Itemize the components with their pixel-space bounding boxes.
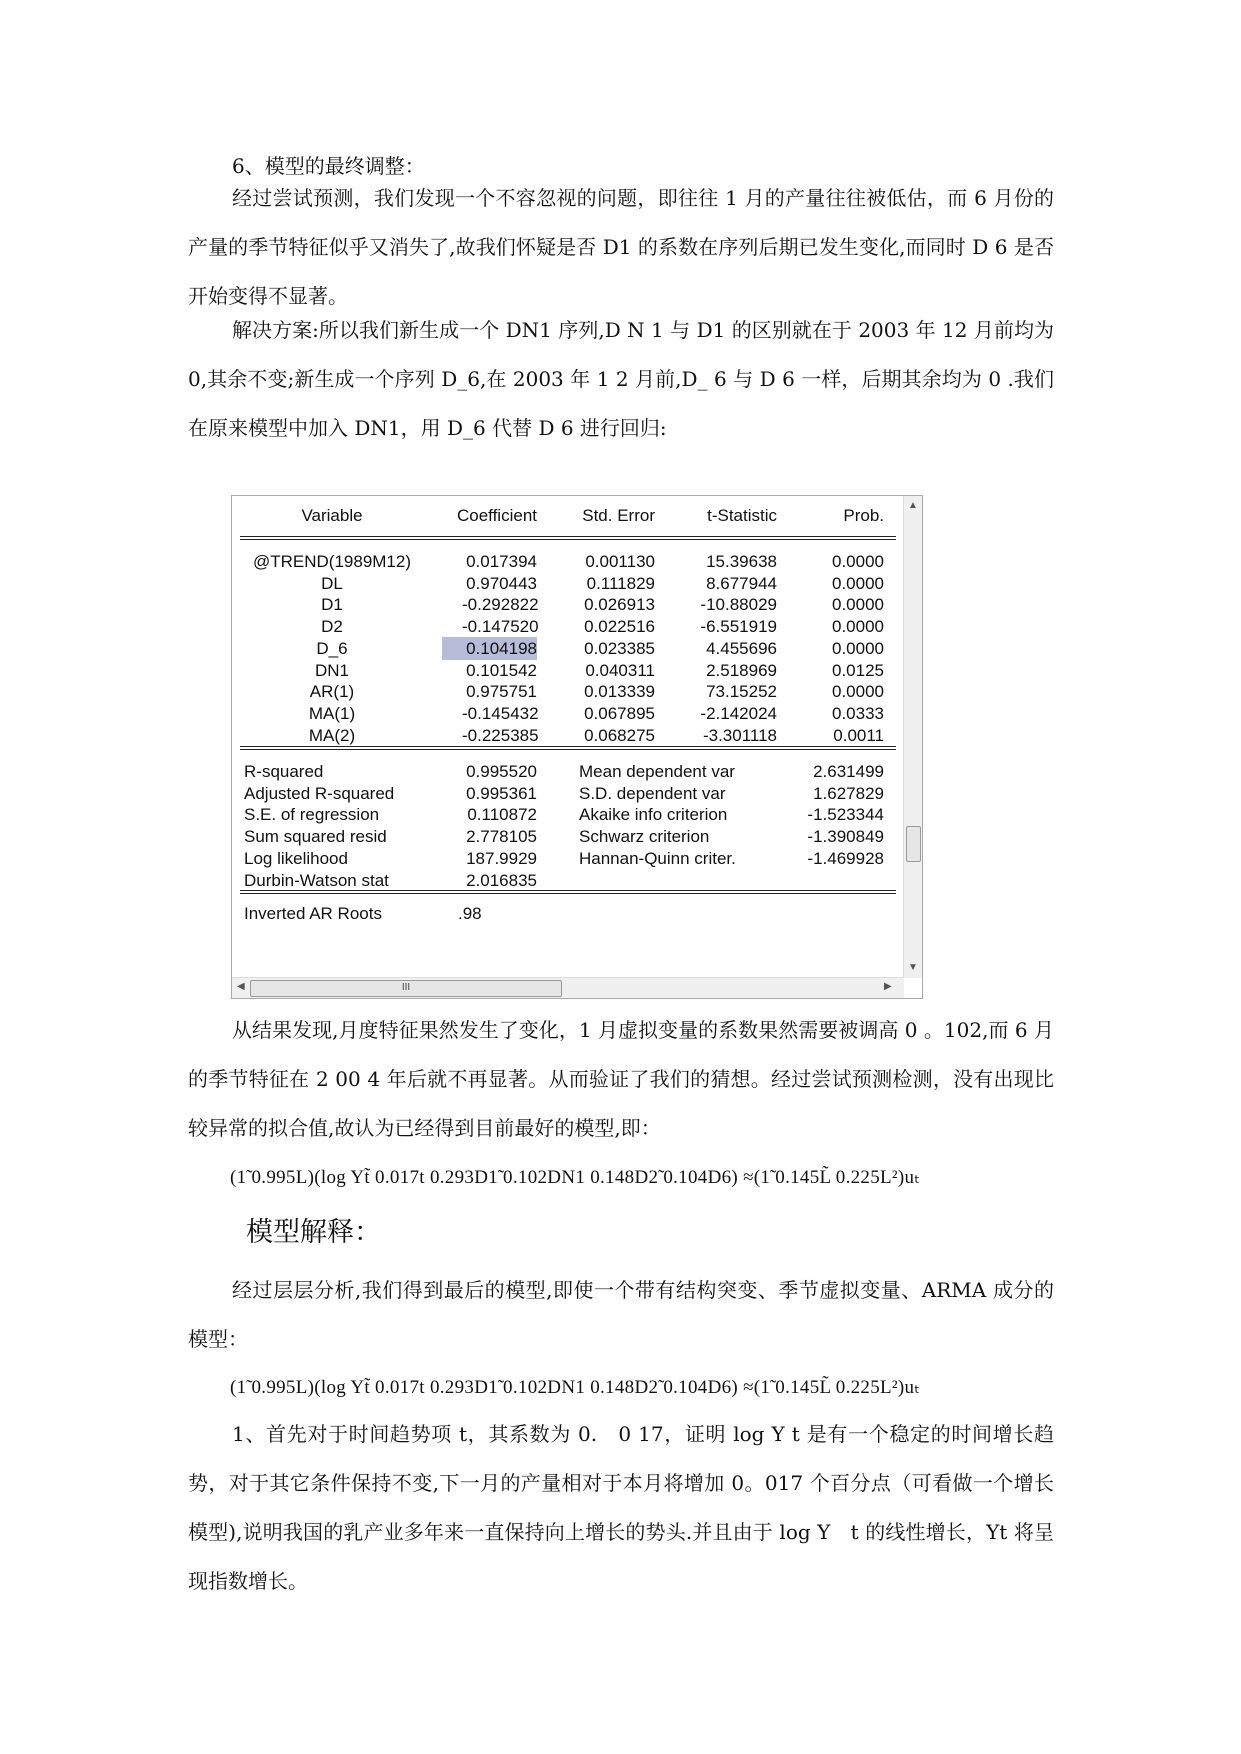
stat-label-2: Hannan-Quinn criter. (579, 848, 736, 868)
rule (240, 890, 896, 891)
coefficient-cell: -0.147520 (462, 617, 539, 637)
stat-row (232, 803, 904, 826)
stat-value-2: -1.523344 (807, 805, 884, 825)
t-statistic-cell: -2.142024 (700, 703, 777, 723)
table-row (232, 659, 904, 682)
std-error-cell: 0.068275 (584, 725, 655, 745)
coefficient-cell: 0.017394 (466, 552, 537, 571)
stat-row (232, 760, 904, 783)
stat-label-2: S.D. dependent var (579, 783, 726, 803)
regression-output-window (231, 495, 923, 999)
scroll-down-icon[interactable]: ▼ (908, 962, 918, 973)
header-variable: Variable (301, 506, 363, 525)
t-statistic-cell: 73.15252 (706, 682, 777, 702)
t-statistic-cell: 15.39638 (706, 552, 777, 571)
coefficient-cell: 0.975751 (466, 682, 537, 702)
variable-cell: D2 (321, 617, 343, 637)
stat-row (232, 847, 904, 870)
prob-cell: 0.0125 (832, 660, 884, 680)
std-error-cell: 0.067895 (584, 703, 655, 723)
coefficient-cell: 0.101542 (466, 660, 537, 680)
table-row (232, 637, 904, 660)
prob-cell: 0.0011 (833, 725, 884, 745)
table-row (232, 680, 904, 703)
table-row (232, 593, 904, 616)
prob-cell: 0.0000 (832, 552, 884, 571)
scroll-right-icon[interactable]: ▶ (884, 981, 892, 992)
rule (240, 893, 896, 894)
t-statistic-cell: -10.88029 (700, 595, 777, 615)
std-error-cell: 0.040311 (585, 660, 655, 680)
variable-cell: MA(2) (308, 725, 356, 745)
variable-cell: @TREND(1989M12) (252, 552, 412, 571)
stat-value-2: -1.469928 (807, 848, 884, 868)
coefficient-cell: -0.292822 (462, 595, 539, 615)
rule (240, 536, 896, 537)
stat-value: 0.995520 (466, 762, 537, 781)
table-row (232, 724, 904, 747)
stat-value: 0.995361 (466, 783, 537, 803)
prob-cell: 0.0000 (832, 595, 884, 615)
vertical-scroll-thumb[interactable] (906, 826, 921, 862)
table-row (232, 702, 904, 725)
variable-cell: D_6 (316, 638, 348, 658)
header-t-statistic: t-Statistic (707, 506, 777, 525)
std-error-cell: 0.022516 (584, 617, 655, 637)
prob-cell: 0.0000 (832, 638, 884, 658)
model-formula-2: (1̃ 0.995L)(log Yt̃ 0.017t 0.293D1̃ 0.102DN1 0.148D2̃ 0.104D6) ≈(1̃ 0.145L̃ 0.225L²)uₜ (230, 1377, 921, 1398)
coefficient-cell: -0.145432 (462, 703, 539, 723)
stat-label-2: Mean dependent var (579, 762, 735, 781)
stat-row (232, 869, 904, 892)
paragraph-model: 经过层层分析,我们得到最后的模型,即使一个带有结构突变、季节虚拟变量、ARMA 成分的模型： (188, 1278, 1054, 1351)
table-row (232, 572, 904, 595)
header-coefficient: Coefficient (456, 506, 537, 525)
section-title: 6、模型的最终调整： (232, 154, 425, 178)
prob-cell: 0.0000 (832, 573, 884, 593)
std-error-cell: 0.023385 (584, 638, 655, 658)
rule (240, 539, 896, 540)
std-error-cell: 0.013339 (584, 682, 655, 702)
variable-cell: DN1 (314, 660, 349, 680)
header-prob: Prob. (843, 506, 884, 525)
coefficient-cell: 0.104198 (442, 637, 537, 660)
model-formula: (1̃ 0.995L)(log Yt̃ 0.017t 0.293D1̃ 0.102DN1 0.148D2̃ 0.104D6) ≈(1̃ 0.145L̃ 0.225L²)uₜ (230, 1167, 921, 1188)
stat-label: Sum squared resid (244, 827, 387, 847)
scroll-left-icon[interactable]: ◀ (237, 981, 245, 992)
t-statistic-cell: 2.518969 (706, 660, 777, 680)
t-statistic-cell: -6.551919 (700, 617, 777, 637)
coefficient-cell: 0.970443 (466, 573, 537, 593)
paragraph-trend: 1、首先对于时间趋势项 t，其系数为 0. 0 17，证明 log Y t 是有一个稳定的时间增长趋势，对于其它条件保持不变,下一月的产量相对于本月将增加 0。017 个百分点（可看做一个增长模型),说明我国的乳产业多年来一直保持向上增长的势头.并且由于 log Y t 的线性增长，Yt 将呈现指数增长。 (188, 1422, 1054, 1593)
std-error-cell: 0.026913 (584, 595, 655, 615)
scroll-up-icon[interactable]: ▲ (908, 500, 918, 511)
variable-cell: D1 (321, 595, 343, 615)
variable-cell: AR(1) (309, 682, 355, 702)
roots-row (232, 902, 904, 925)
table-header (232, 504, 904, 527)
variable-cell: DL (321, 573, 343, 593)
stat-label: Durbin-Watson stat (244, 870, 389, 890)
table-row (232, 615, 904, 638)
stat-value: 187.9929 (466, 848, 537, 868)
stat-label: Adjusted R-squared (244, 783, 395, 803)
prob-cell: 0.0000 (832, 682, 884, 702)
prob-cell: 0.0333 (832, 703, 884, 723)
t-statistic-cell: -3.301118 (702, 725, 777, 745)
t-statistic-cell: 4.455696 (706, 638, 777, 658)
horizontal-scrollbar[interactable] (232, 977, 904, 998)
stat-label: Log likelihood (244, 848, 348, 868)
stat-value-2: -1.390849 (807, 827, 884, 847)
stat-label: S.E. of regression (244, 805, 380, 825)
paragraph-results: 从结果发现,月度特征果然发生了变化，1 月虚拟变量的系数果然需要被调高 0 。102,而 6 月的季节特征在 2 00 4 年后就不再显著。从而验证了我们的猜想。经过尝试预测检测，没有出现比较异常的拟合值,故认为已经得到目前最好的模型,即： (188, 1018, 1054, 1140)
section-heading: 模型解释： (246, 1217, 381, 1248)
stat-label-2: Akaike info criterion (579, 805, 728, 825)
rule (240, 749, 896, 750)
stat-label-2: Schwarz criterion (579, 827, 710, 847)
horizontal-scroll-thumb[interactable]: III (250, 980, 562, 997)
header-std-error: Std. Error (582, 506, 655, 525)
stat-row (232, 782, 904, 805)
std-error-cell: 0.001130 (585, 552, 655, 571)
stat-value: 2.778105 (466, 827, 537, 847)
std-error-cell: 0.111829 (586, 573, 655, 593)
prob-cell: 0.0000 (832, 617, 884, 637)
paragraph-solution: 解决方案:所以我们新生成一个 DN1 序列,D N 1 与 D1 的区别就在于 2003 年 12 月前均为 0,其余不变;新生成一个序列 D_6,在 2003 年 1 2 月前,D_ 6 与 D 6 一样，后期其余均为 0 .我们在原来模型中加入 DN1，用 D_6 代替 D 6 进行回归: (188, 318, 1054, 440)
coefficient-cell: -0.225385 (462, 725, 539, 745)
table-row (232, 550, 904, 573)
rule (240, 746, 896, 747)
stat-value: 2.016835 (466, 870, 537, 890)
stat-value-2: 1.627829 (813, 783, 884, 803)
roots-value: .98 (458, 904, 482, 923)
stat-value: 0.110872 (467, 805, 537, 825)
variable-cell: MA(1) (308, 703, 356, 723)
t-statistic-cell: 8.677944 (706, 573, 777, 593)
stat-row (232, 825, 904, 848)
stat-label: R-squared (244, 762, 324, 781)
roots-label: Inverted AR Roots (244, 904, 382, 923)
paragraph-problem: 经过尝试预测，我们发现一个不容忽视的问题，即往往 1 月的产量往往被低估，而 6 月份的产量的季节特征似乎又消失了,故我们怀疑是否 D1 的系数在序列后期已发生变化,而同时 D 6 是否开始变得不显著。 (188, 186, 1054, 308)
stat-value-2: 2.631499 (813, 762, 884, 781)
vertical-scrollbar[interactable] (903, 496, 922, 978)
